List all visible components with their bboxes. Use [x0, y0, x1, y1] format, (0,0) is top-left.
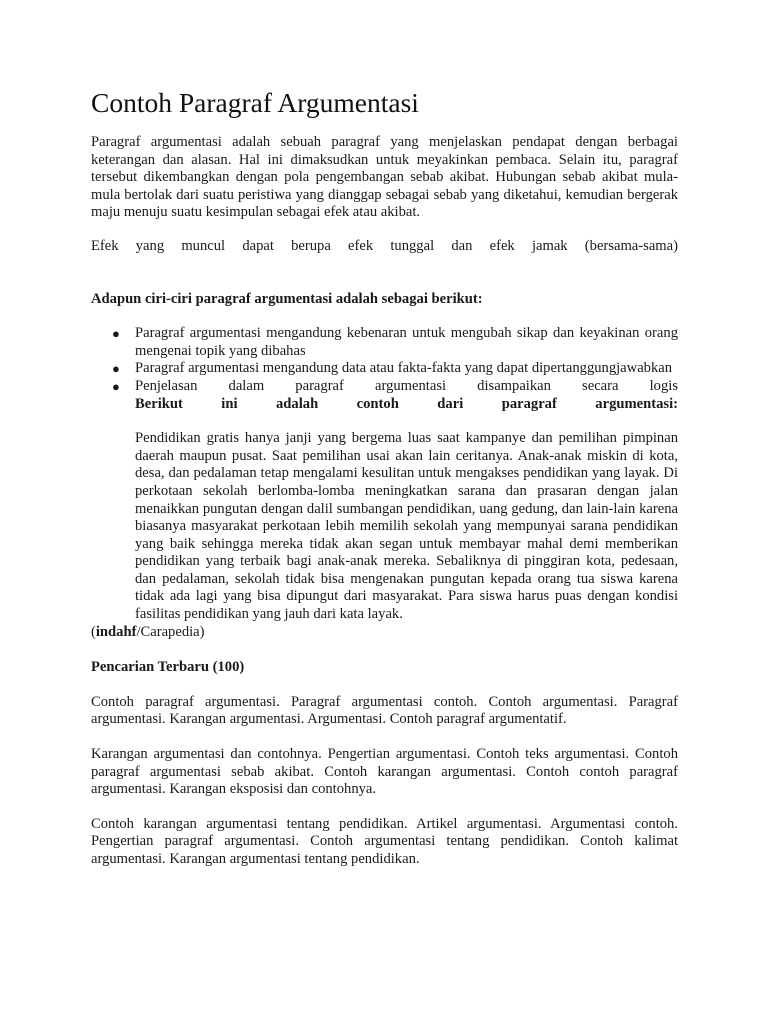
source-open: ( — [91, 623, 96, 640]
efek-paragraph: Efek yang muncul dapat berupa efek tunggal dan efek jamak (bersama-sama) — [91, 237, 678, 254]
list-item — [112, 360, 678, 378]
list-item-text: Paragraf argumentasi mengandung kebenaran untuk mengubah sikap dan keyakinan orang mengenai topik yang dibahas — [135, 325, 678, 359]
features-heading: Adapun ciri-ciri paragraf argumentasi adalah sebagai berikut: — [91, 290, 483, 307]
bullet-icon: ● — [112, 361, 120, 377]
list-item-text: Penjelasan dalam paragraf argumentasi disampaikan secara logis — [135, 377, 678, 394]
example-intro: Berikut ini adalah contoh dari paragraf argumentasi: — [135, 395, 678, 412]
search-paragraph: Karangan argumentasi dan contohnya. Pengertian argumentasi. Contoh teks argumentasi. Contoh paragraf argumentasi sebab akibat. Contoh karangan argumentasi. Contoh contoh paragraf argumentasi. Karangan eksposisi dan contohnya. — [91, 746, 678, 798]
features-list — [91, 325, 678, 624]
source-citation — [91, 624, 678, 642]
bullet-icon: ● — [112, 378, 120, 394]
list-item-text: Paragraf argumentasi mengandung data atau fakta-fakta yang dapat dipertanggungjawabkan — [135, 360, 673, 377]
bullet-icon: ● — [112, 326, 120, 342]
page-title: Contoh Paragraf Argumentasi — [91, 87, 419, 118]
search-title: Pencarian Terbaru (100) — [91, 659, 245, 676]
search-paragraph: Contoh karangan argumentasi tentang pendidikan. Artikel argumentasi. Argumentasi contoh. Pengertian paragraf argumentasi. Contoh argumentasi tentang pendidikan. Contoh kalimat argumentasi. Karangan argumentasi tentang pendidikan. — [91, 815, 678, 867]
source-rest: /Carapedia) — [136, 623, 205, 640]
list-item — [112, 325, 678, 360]
list-item — [112, 377, 678, 624]
source-author: indahf — [95, 623, 137, 640]
search-paragraph: Contoh paragraf argumentasi. Paragraf argumentasi contoh. Contoh argumentasi. Paragraf argumentasi. Karangan argumentasi. Argumentasi. Contoh paragraf argumentatif. — [91, 693, 678, 728]
example-paragraph: Pendidikan gratis hanya janji yang bergema luas saat kampanye dan pemilihan pimpinan daerah maupun pusat. Saat pemilihan usai akan lain ceritanya. Anak-anak miskin di kota, desa, dan pedalaman tetap mengalami kesulitan untuk mengakses pendidikan yang layak. Di perkotaan sekolah berlomba-lomba meningkatkan sarana dan prasaran dengan jalan menaikkan pungutan dengan dalil sumbangan pendidikan, uang gedung, dan lain-lain karena biasanya masyarakat perkotaan lebih memilih sekolah yang mempunyai sarana pendidikan yang baik sehingga mereka tidak akan segan untuk membayar mahal demi memberikan pendidikan yang terbaik bagi anak-anak mereka. Sebaliknya di pinggiran kota, pedesaan, dan pedalaman, sekolah tidak bisa mengenakan pungutan kepada orang tua siswa karena tidak ada lagi yang bisa dipungut dari masyarakat. Para siswa harus puas dengan kondisi fasilitas pendidikan yang jauh dari kata layak. — [135, 430, 678, 623]
document-page — [91, 86, 678, 869]
intro-paragraph: Paragraf argumentasi adalah sebuah paragraf yang menjelaskan pendapat dengan berbagai keterangan dan alasan. Hal ini dimaksudkan untuk meyakinkan pembaca. Selain itu, paragraf tersebut dikembangkan dengan pola pengembangan sebab akibat. Hubungan sebab akibat mula-mula bertolak dari suatu peristiwa yang dianggap sebagai sebab yang diketahui, kemudian bergerak maju menuju suatu kesimpulan sebagai efek atau akibat. — [91, 134, 678, 221]
